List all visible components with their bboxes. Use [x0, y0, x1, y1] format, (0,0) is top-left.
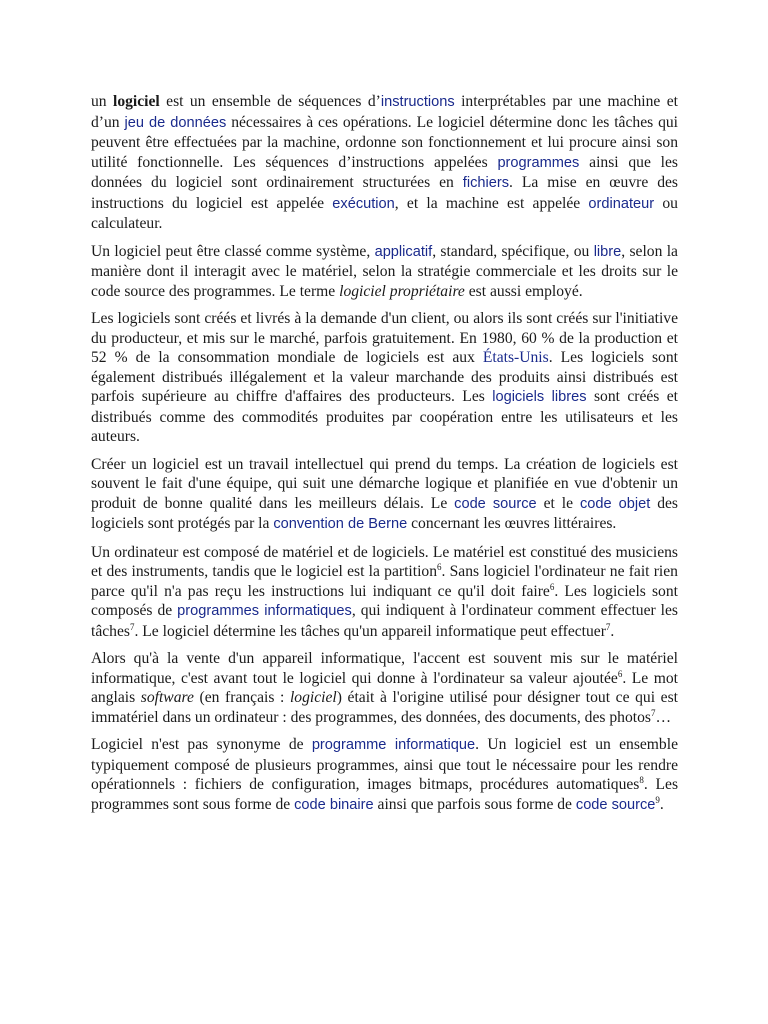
text-run: . Les programmes sont sous forme de: [91, 776, 679, 813]
paragraph-classification: [91, 242, 678, 302]
footnote-ref[interactable]: 8: [639, 774, 644, 785]
text-run: concernant les œuvres littéraires.: [407, 515, 617, 532]
text-run: des logiciels sont protégés par la: [91, 494, 678, 532]
wiki-link[interactable]: libre: [593, 243, 622, 260]
text-run: Les logiciels sont créés et livrés à la demande d'un client, ou alors ils sont créés sur l'initiative du producteur, et mis sur le marché, parfois gratuitement. En 1980, 60 % de la production et 52 % de la consommation mondiale de logiciels est aux: [91, 310, 678, 366]
wiki-link[interactable]: logiciels libres: [492, 389, 587, 405]
text-run: ainsi que les données du logiciel sont ordinairement structurées en: [91, 153, 679, 191]
text-run: est un ensemble de séquences d’: [159, 93, 381, 110]
text-run: . Les logiciels sont également distribués illégalement et la valeur marchande des produits ainsi distribués est parfois supérieure au chiffre d'affaires des producteurs. Les: [91, 349, 678, 405]
text-run: . Le logiciel détermine les tâches qu'un appareil informatique peut effectuer: [134, 622, 606, 640]
text-run: un: [91, 93, 113, 110]
paragraph-definition: [91, 92, 678, 234]
footnote-ref[interactable]: 6: [617, 668, 623, 679]
text-run: , et la machine est appelée: [394, 194, 589, 212]
text-run: …: [655, 708, 672, 726]
wiki-link[interactable]: programme informatique: [311, 737, 476, 753]
text-run: Créer un logiciel est un travail intellectuel qui prend du temps. La création de logiciels est souvent le fait d'une équipe, qui suit une démarche logique et planifiée en vue d'obtenir un produit de bonne qualité dans les meilleurs délais. Le: [91, 455, 678, 512]
text-run: est aussi employé.: [464, 282, 583, 300]
footnote-ref[interactable]: 6: [549, 581, 555, 592]
text-run: Un logiciel peut être classé comme système,: [91, 242, 375, 260]
text-run: Alors qu'à la vente d'un appareil informatique, l'accent est souvent mis sur le matériel informatique, c'est avant tout le logiciel qui donne à l'ordinateur sa valeur ajoutée: [91, 650, 678, 687]
text-run: . Sans logiciel l'ordinateur ne fait rien parce qu'il n'a pas reçu les instructions lui indiquant ce qu'il doit faire: [91, 563, 678, 600]
italic-term: logiciel propriétaire: [339, 282, 465, 300]
wiki-link[interactable]: États-Unis: [482, 349, 549, 366]
text-run: ainsi que parfois sous forme de: [373, 795, 576, 813]
wiki-link[interactable]: programmes informatiques: [177, 603, 352, 619]
footnote-ref[interactable]: 7: [129, 621, 135, 632]
text-run: , qui indiquent à l'ordinateur comment effectuer les tâches: [91, 602, 678, 640]
text-run: interprétables par une machine et d’un: [91, 93, 678, 131]
wiki-link[interactable]: code binaire: [294, 796, 374, 813]
paragraph-hardware-software: [91, 543, 678, 642]
text-run: Un ordinateur est composé de matériel et de logiciels. Le matériel est constitué des musiciens et des instruments, tandis que le logiciel est la partition: [91, 543, 678, 580]
text-run: , standard, spécifique, ou: [432, 242, 594, 260]
text-run: sont créés et distribués comme des commodités produites par coopération entre les utilisateurs et les auteurs.: [91, 388, 679, 445]
wiki-link[interactable]: programmes: [497, 154, 580, 171]
paragraph-creation: [91, 455, 678, 535]
text-run: . Un logiciel est un ensemble typiquement composé de plusieurs programmes, ainsi que tout le nécessaire pour les rendre opérationnels : fichiers de configuration, images bitmaps, procédures automatiques: [91, 736, 678, 793]
paragraph-distribution: [91, 309, 678, 447]
wiki-link[interactable]: code source: [454, 495, 537, 512]
text-run: .: [659, 795, 664, 813]
wiki-link[interactable]: applicatif: [374, 243, 433, 260]
text-run: . Le mot anglais: [91, 669, 678, 706]
text-run: Logiciel n'est pas synonyme de: [91, 736, 312, 753]
footnote-ref[interactable]: 7: [605, 621, 611, 632]
wiki-link[interactable]: jeu de données: [124, 114, 227, 131]
text-run: (en français :: [193, 689, 290, 706]
italic-term: software: [140, 689, 194, 706]
text-run: , selon la manière dont il interagit avec le matériel, selon la stratégie commerciale et les droits sur le code source des programmes. Le terme: [91, 242, 678, 300]
paragraph-not-synonym: [91, 735, 678, 815]
wiki-link[interactable]: exécution: [332, 195, 395, 212]
italic-term: logiciel: [289, 689, 337, 706]
wiki-link[interactable]: ordinateur: [588, 195, 655, 212]
text-run: ) était à l'origine utilisé pour désigner tout ce qui est immatériel dans un ordinateur : des programmes, des données, des documents, des photos: [91, 689, 678, 726]
footnote-ref[interactable]: 6: [437, 561, 442, 572]
text-run: ou calculateur.: [91, 194, 678, 232]
footnote-ref[interactable]: 7: [650, 707, 656, 718]
footnote-ref[interactable]: 9: [655, 794, 660, 805]
wiki-link[interactable]: instructions: [380, 94, 455, 110]
wiki-link[interactable]: convention de Berne: [273, 516, 408, 532]
bold-term: logiciel: [113, 93, 160, 110]
wiki-link[interactable]: code objet: [579, 495, 651, 512]
text-run: .: [610, 622, 615, 640]
text-run: nécessaires à ces opérations. Le logiciel détermine donc les tâches qui peuvent être effectuées par la machine, ordonne son fonctionnement et lui procure ainsi son utilité fonctionnelle. Les séquences d’instructions appelées: [91, 113, 679, 171]
paragraph-added-value: [91, 649, 678, 727]
text-run: et le: [536, 494, 580, 512]
text-run: . Les logiciels sont composés de: [91, 582, 678, 619]
wiki-link[interactable]: code source: [575, 796, 656, 813]
text-run: . La mise en œuvre des instructions du logiciel est appelée: [91, 174, 678, 212]
wiki-link[interactable]: fichiers: [462, 175, 510, 191]
